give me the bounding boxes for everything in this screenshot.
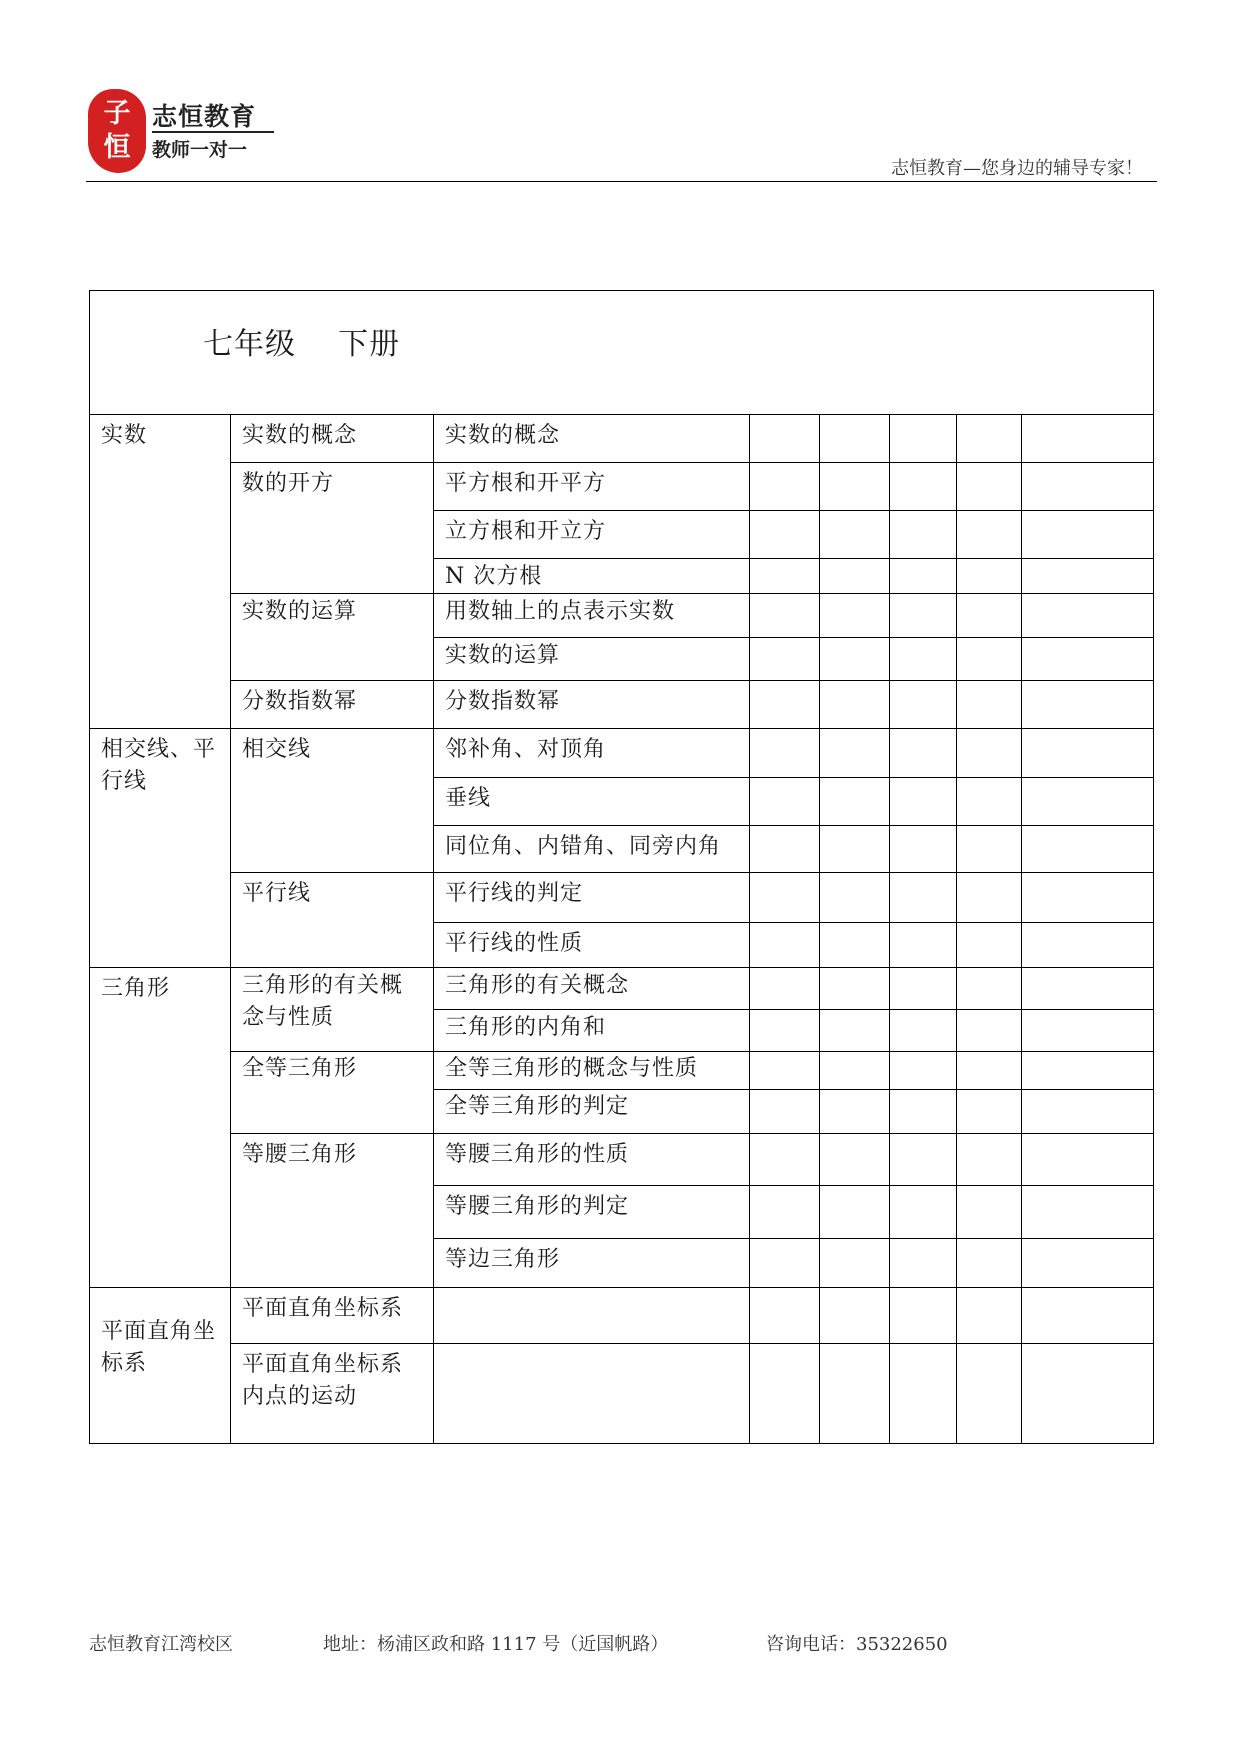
- topic-cell: [434, 1239, 750, 1288]
- blank-cell: [750, 594, 820, 638]
- blank-cell: [750, 559, 820, 594]
- topic-name: [434, 1344, 749, 1349]
- blank-cell: [957, 1010, 1022, 1052]
- chapter-name: 三角形: [101, 976, 171, 1001]
- blank-cell: [820, 594, 890, 638]
- blank-cell: [1022, 415, 1154, 463]
- blank-cell: [890, 415, 957, 463]
- blank-cell: [957, 415, 1022, 463]
- blank-cell: [957, 1090, 1022, 1134]
- section-name: 相交线: [242, 737, 312, 762]
- blank-cell: [750, 463, 820, 511]
- chapter-name: 实数: [101, 423, 148, 448]
- table-row: [90, 463, 1154, 511]
- blank-cell: [820, 873, 890, 923]
- logo-tagline: 教师一对一: [152, 139, 248, 161]
- section-cell: [231, 415, 434, 463]
- topic-name: 同位角、内错角、同旁内角: [445, 834, 722, 859]
- footer-campus: 志恒教育江湾校区: [89, 1634, 233, 1655]
- logo-seal: [88, 89, 146, 173]
- syllabus-table: [89, 290, 1154, 1444]
- blank-cell: [890, 873, 957, 923]
- section-name: 三角形的有关概念与性质: [242, 973, 404, 1030]
- blank-cell: [1022, 968, 1154, 1010]
- logo-seal-char: 子: [103, 98, 131, 129]
- blank-cell: [890, 1344, 957, 1444]
- topic-cell: [434, 594, 750, 638]
- blank-cell: [820, 968, 890, 1010]
- table-row: [90, 729, 1154, 778]
- blank-cell: [1022, 681, 1154, 729]
- section-cell: [231, 1288, 434, 1344]
- topic-name: [434, 1288, 749, 1293]
- chapter-name: 平面直角坐标系: [101, 1319, 217, 1376]
- section-cell: [231, 463, 434, 594]
- section-name: 分数指数幂: [242, 689, 358, 714]
- blank-cell: [820, 1010, 890, 1052]
- blank-cell: [957, 778, 1022, 826]
- company-logo: [88, 89, 278, 175]
- topic-cell: [434, 826, 750, 873]
- blank-cell: [890, 1186, 957, 1239]
- blank-cell: [890, 826, 957, 873]
- blank-cell: [750, 826, 820, 873]
- blank-cell: [1022, 594, 1154, 638]
- blank-cell: [957, 873, 1022, 923]
- blank-cell: [1022, 1239, 1154, 1288]
- blank-cell: [1022, 778, 1154, 826]
- topic-cell: [434, 415, 750, 463]
- blank-cell: [750, 415, 820, 463]
- blank-cell: [1022, 1090, 1154, 1134]
- blank-cell: [820, 463, 890, 511]
- topic-name: 等腰三角形的判定: [445, 1194, 630, 1219]
- blank-cell: [820, 1052, 890, 1090]
- blank-cell: [750, 1186, 820, 1239]
- blank-cell: [890, 559, 957, 594]
- section-name: 实数的运算: [242, 599, 358, 624]
- topic-cell: [434, 1010, 750, 1052]
- blank-cell: [1022, 923, 1154, 968]
- table-row: [90, 1288, 1154, 1344]
- blank-cell: [957, 826, 1022, 873]
- logo-divider: [152, 131, 274, 133]
- blank-cell: [1022, 559, 1154, 594]
- blank-cell: [957, 1344, 1022, 1444]
- blank-cell: [957, 729, 1022, 778]
- blank-cell: [957, 681, 1022, 729]
- section-name: 数的开方: [242, 471, 335, 496]
- topic-name: 平方根和开平方: [445, 471, 607, 496]
- blank-cell: [820, 681, 890, 729]
- blank-cell: [890, 1052, 957, 1090]
- topic-cell: [434, 923, 750, 968]
- blank-cell: [1022, 1344, 1154, 1444]
- blank-cell: [890, 1134, 957, 1186]
- table-title-cell: [90, 291, 1154, 415]
- footer-phone: 咨询电话：35322650: [766, 1634, 948, 1655]
- blank-cell: [1022, 729, 1154, 778]
- blank-cell: [890, 923, 957, 968]
- blank-cell: [890, 594, 957, 638]
- blank-cell: [957, 968, 1022, 1010]
- topic-name: 平行线的判定: [445, 881, 584, 906]
- logo-seal-char: 恒: [103, 132, 131, 163]
- chapter-cell: [90, 415, 231, 729]
- blank-cell: [820, 923, 890, 968]
- section-name: 平面直角坐标系内点的运动: [242, 1352, 404, 1409]
- blank-cell: [890, 968, 957, 1010]
- section-cell: [231, 681, 434, 729]
- topic-name: 等边三角形: [445, 1247, 561, 1272]
- topic-name: 等腰三角形的性质: [445, 1142, 630, 1167]
- blank-cell: [890, 778, 957, 826]
- table-row: [90, 681, 1154, 729]
- blank-cell: [957, 463, 1022, 511]
- header-slogan: 志恒教育—您身边的辅导专家！: [891, 158, 1143, 179]
- blank-cell: [750, 923, 820, 968]
- topic-name: 全等三角形的判定: [445, 1094, 630, 1119]
- blank-cell: [750, 1344, 820, 1444]
- blank-cell: [890, 511, 957, 559]
- blank-cell: [957, 638, 1022, 681]
- section-cell: [231, 1134, 434, 1288]
- blank-cell: [957, 511, 1022, 559]
- section-name: 实数的概念: [242, 423, 358, 448]
- topic-cell: [434, 1134, 750, 1186]
- topic-cell: [434, 638, 750, 681]
- topic-cell: [434, 1288, 750, 1344]
- topic-cell: [434, 968, 750, 1010]
- header-divider: [86, 181, 1157, 182]
- table-row: [90, 968, 1154, 1010]
- topic-cell: [434, 681, 750, 729]
- blank-cell: [750, 1288, 820, 1344]
- blank-cell: [1022, 1134, 1154, 1186]
- blank-cell: [820, 1186, 890, 1239]
- topic-cell: [434, 463, 750, 511]
- blank-cell: [750, 778, 820, 826]
- topic-cell: [434, 873, 750, 923]
- blank-cell: [1022, 1288, 1154, 1344]
- chapter-cell: [90, 968, 231, 1288]
- topic-name: 立方根和开立方: [445, 519, 607, 544]
- topic-name: 分数指数幂: [445, 689, 561, 714]
- blank-cell: [820, 638, 890, 681]
- blank-cell: [1022, 463, 1154, 511]
- table-title-row: [90, 291, 1154, 415]
- blank-cell: [957, 1052, 1022, 1090]
- section-cell: [231, 594, 434, 681]
- blank-cell: [820, 826, 890, 873]
- blank-cell: [750, 1010, 820, 1052]
- chapter-cell: [90, 1288, 231, 1444]
- section-name: 全等三角形: [242, 1056, 358, 1081]
- blank-cell: [957, 1288, 1022, 1344]
- blank-cell: [750, 1090, 820, 1134]
- logo-brand-name: 志恒教育: [152, 102, 257, 131]
- section-name: 等腰三角形: [242, 1142, 358, 1167]
- section-cell: [231, 968, 434, 1052]
- blank-cell: [1022, 826, 1154, 873]
- blank-cell: [1022, 638, 1154, 681]
- blank-cell: [750, 681, 820, 729]
- blank-cell: [750, 1134, 820, 1186]
- topic-name: 平行线的性质: [445, 931, 584, 956]
- blank-cell: [820, 1239, 890, 1288]
- blank-cell: [957, 1239, 1022, 1288]
- blank-cell: [750, 638, 820, 681]
- topic-name: 三角形的内角和: [445, 1015, 607, 1040]
- blank-cell: [890, 729, 957, 778]
- footer-address: 地址：杨浦区政和路 1117 号（近国帆路）: [323, 1634, 669, 1655]
- table-row: [90, 415, 1154, 463]
- blank-cell: [820, 1134, 890, 1186]
- blank-cell: [890, 1239, 957, 1288]
- blank-cell: [957, 923, 1022, 968]
- blank-cell: [750, 729, 820, 778]
- topic-name: 三角形的有关概念: [445, 973, 630, 998]
- topic-cell: [434, 1052, 750, 1090]
- topic-cell: [434, 1344, 750, 1444]
- topic-cell: [434, 778, 750, 826]
- table-row: [90, 1052, 1154, 1090]
- topic-name: N 次方根: [445, 564, 543, 589]
- table-row: [90, 594, 1154, 638]
- section-cell: [231, 729, 434, 873]
- blank-cell: [820, 511, 890, 559]
- blank-cell: [1022, 511, 1154, 559]
- blank-cell: [1022, 1010, 1154, 1052]
- blank-cell: [1022, 1186, 1154, 1239]
- topic-name: 实数的运算: [445, 643, 561, 668]
- blank-cell: [750, 873, 820, 923]
- table-title: 七年级 下册: [203, 327, 401, 362]
- blank-cell: [957, 559, 1022, 594]
- chapter-name: 相交线、平行线: [101, 737, 217, 794]
- topic-cell: [434, 511, 750, 559]
- table-row: [90, 873, 1154, 923]
- blank-cell: [890, 681, 957, 729]
- topic-name: 全等三角形的概念与性质: [445, 1056, 699, 1081]
- section-cell: [231, 873, 434, 968]
- topic-name: 垂线: [445, 786, 492, 811]
- blank-cell: [890, 1090, 957, 1134]
- blank-cell: [890, 1288, 957, 1344]
- topic-cell: [434, 1090, 750, 1134]
- section-cell: [231, 1344, 434, 1444]
- blank-cell: [750, 511, 820, 559]
- blank-cell: [1022, 873, 1154, 923]
- blank-cell: [957, 1186, 1022, 1239]
- blank-cell: [820, 559, 890, 594]
- topic-name: 邻补角、对顶角: [445, 737, 607, 762]
- topic-cell: [434, 1186, 750, 1239]
- section-cell: [231, 1052, 434, 1134]
- blank-cell: [957, 594, 1022, 638]
- section-name: 平面直角坐标系: [242, 1296, 404, 1321]
- blank-cell: [890, 1010, 957, 1052]
- topic-name: 实数的概念: [445, 423, 561, 448]
- blank-cell: [750, 1052, 820, 1090]
- section-name: 平行线: [242, 881, 312, 906]
- blank-cell: [750, 968, 820, 1010]
- topic-cell: [434, 559, 750, 594]
- blank-cell: [750, 1239, 820, 1288]
- chapter-cell: [90, 729, 231, 968]
- blank-cell: [820, 1090, 890, 1134]
- blank-cell: [820, 778, 890, 826]
- blank-cell: [890, 463, 957, 511]
- topic-cell: [434, 729, 750, 778]
- blank-cell: [890, 638, 957, 681]
- blank-cell: [1022, 1052, 1154, 1090]
- blank-cell: [820, 729, 890, 778]
- table-row: [90, 1134, 1154, 1186]
- blank-cell: [820, 1288, 890, 1344]
- table-row: [90, 1344, 1154, 1444]
- blank-cell: [957, 1134, 1022, 1186]
- topic-name: 用数轴上的点表示实数: [445, 599, 676, 624]
- blank-cell: [820, 1344, 890, 1444]
- blank-cell: [820, 415, 890, 463]
